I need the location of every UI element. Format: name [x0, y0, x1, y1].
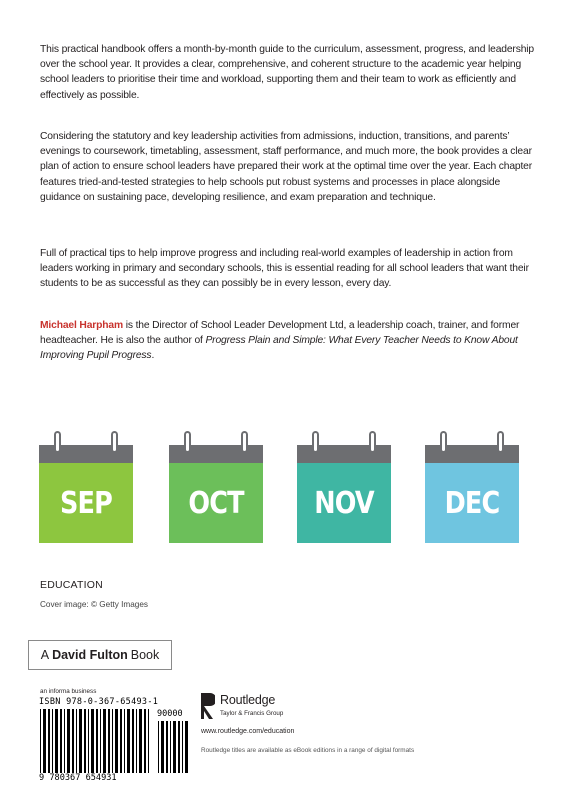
- barcode-bar: [178, 721, 180, 773]
- barcode-bar: [127, 709, 130, 773]
- barcode-bar: [88, 709, 89, 773]
- barcode-bar: [182, 721, 183, 773]
- barcode-bar: [96, 709, 98, 773]
- calendar-ring-icon: [54, 431, 61, 453]
- description-paragraph-3: Full of practical tips to help improve progress and including real-world examples of leadership in action from leaders working in primary and secondary schools, this is essential reading for all school leaders that want their students to be as successful as they can possibly be in every lesson, every day.: [40, 248, 529, 290]
- barcode-bar: [108, 709, 110, 773]
- publisher-group: Taylor & Francis Group: [220, 710, 284, 717]
- price-barcode-icon: [157, 721, 191, 773]
- isbn-text: [39, 697, 191, 707]
- barcode-bar: [60, 709, 62, 773]
- calendar-nov-icon: [297, 431, 391, 543]
- barcode-bars-icon: [39, 709, 151, 773]
- calendar-ring-icon: [241, 431, 248, 453]
- bio-text-end: .: [151, 350, 155, 362]
- isbn-barcode: [39, 697, 191, 785]
- barcode-bar: [170, 721, 171, 773]
- barcode-bar: [112, 709, 113, 773]
- barcode-bar: [43, 709, 46, 773]
- subject-category: EDUCATION: [40, 579, 103, 591]
- barcode-bar: [139, 709, 142, 773]
- barcode-bar: [52, 709, 53, 773]
- imprint-article: A: [40, 648, 50, 662]
- barcode-bar: [161, 721, 164, 773]
- calendar-ring-icon: [184, 431, 191, 453]
- calendar-ring-icon: [497, 431, 504, 453]
- calendar-sep-icon: [39, 431, 133, 543]
- calendar-month-label: DEC: [444, 485, 500, 521]
- imprint-name: David Fulton: [52, 648, 128, 662]
- calendar-dec-icon: [425, 431, 519, 543]
- barcode-bar: [91, 709, 94, 773]
- imprint-book: Book: [130, 648, 160, 662]
- author-name: Michael Harpham: [40, 320, 124, 331]
- calendar-month-label: SEP: [60, 485, 112, 521]
- bio-text: is the Director of School Leader Development Ltd, a leadership coach, trainer, and former headteacher. He is also the author of: [40, 320, 520, 347]
- barcode-bar: [136, 709, 137, 773]
- informa-tagline: an informa business: [40, 688, 97, 695]
- description-paragraph-2: Considering the statutory and key leadership activities from admissions, induction, transitions, and parents’ evenings to coursework, timetabling, assessment, staff performance, and much more, the book provides a clear plan of action to ensure school leaders have prepared their work at the optimal time over the year. Each chapter features tried-and-tested strategies to help schools put robust systems and processes in place alongside guidance on sustaining pace, developing resilience, and exam preparation and technique.: [40, 131, 533, 203]
- calendar-month-label: OCT: [188, 485, 244, 521]
- barcode-bar: [55, 709, 58, 773]
- calendar-ring-icon: [111, 431, 118, 453]
- barcode-bar: [132, 709, 134, 773]
- other-book-title: Progress Plain and Simple: What Every Teacher Needs to Know About Improving Pupil Progress: [40, 335, 518, 362]
- barcode-bar: [103, 709, 106, 773]
- barcode-bar: [120, 709, 122, 773]
- calendar-oct-icon: [169, 431, 263, 543]
- barcode-bar: [40, 709, 41, 773]
- barcode-bar: [76, 709, 77, 773]
- barcode-bar: [115, 709, 118, 773]
- barcode-bar: [173, 721, 176, 773]
- price-code: 90000: [157, 709, 183, 719]
- calendar-month-label: NOV: [314, 485, 374, 521]
- ebook-note: Routledge titles are available as eBook editions in a range of digital formats: [201, 747, 415, 754]
- routledge-logo-icon: [201, 693, 215, 719]
- barcode-bar: [166, 721, 168, 773]
- barcode-bar: [72, 709, 74, 773]
- barcode-bar: [64, 709, 65, 773]
- description-paragraph-1: This practical handbook offers a month-by-month guide to the curriculum, assessment, progress, and leadership over the school year. It provides a clear, comprehensive, and coherent structure to the academic year helping school leaders to prioritise their time and workload, supporting them and their team to work as efficiently and effectively as possible.: [40, 44, 534, 101]
- barcode-bar: [79, 709, 82, 773]
- calendar-ring-icon: [312, 431, 319, 453]
- publisher-url: www.routledge.com/education: [201, 728, 295, 735]
- barcode-bar: [185, 721, 188, 773]
- publisher-name: Routledge: [220, 693, 276, 707]
- calendar-ring-icon: [440, 431, 447, 453]
- barcode-bar: [148, 709, 149, 773]
- barcode-bar: [48, 709, 50, 773]
- barcode-bar: [158, 721, 159, 773]
- author-bio: [40, 318, 540, 364]
- barcode-bar: [84, 709, 86, 773]
- barcode-number: 9 780367 654931: [39, 773, 117, 783]
- cover-credit: Cover image: © Getty Images: [40, 600, 148, 609]
- barcode-bar: [100, 709, 101, 773]
- barcode-bar: [124, 709, 125, 773]
- calendar-ring-icon: [369, 431, 376, 453]
- isbn-number: ISBN 978-0-367-65493-1: [39, 697, 159, 707]
- imprint-badge: [28, 640, 172, 670]
- barcode-bar: [67, 709, 70, 773]
- barcode-bar: [144, 709, 146, 773]
